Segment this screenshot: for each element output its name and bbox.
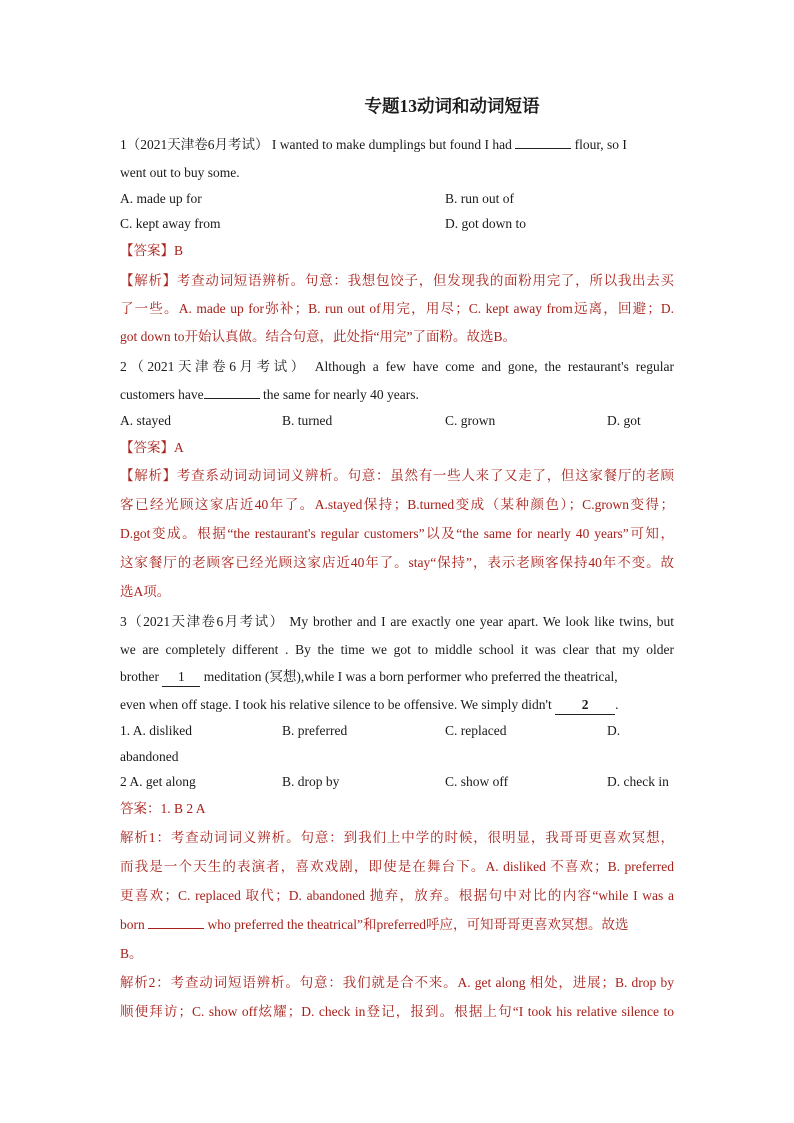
- q3-1-option-b: B. preferred: [282, 723, 348, 738]
- q3-explanation1-line4: born who preferred the theatrical”和preferred呼应，可知哥哥更喜欢冥想。故选: [120, 917, 629, 932]
- q2-blank: [204, 386, 260, 399]
- q3-explanation1-line2: 而我是一个天生的表演者，喜欢戏剧，即使是在舞台下。A. disliked 不喜欢；B. preferred: [120, 859, 674, 874]
- q2-answer: 【答案】A: [120, 440, 184, 455]
- q2-explanation-line3: D.got变成。根据“the restaurant's regular customers”以及“the same for nearly 40 years”可知，: [120, 526, 674, 541]
- q3-explanation-blank: [148, 916, 204, 929]
- q1-option-d: D. got down to: [445, 216, 526, 231]
- q3-1-option-c: C. replaced: [445, 723, 507, 738]
- q3-answer: 答案：1. B 2 A: [120, 801, 206, 816]
- q2-explanation-line4: 这家餐厅的老顾客已经光顾这家店近40年了。stay“保持”，表示老顾客保持40年不变。故: [120, 555, 674, 570]
- q2-option-a: A. stayed: [120, 413, 171, 428]
- q3-1-option-d-text: abandoned: [120, 749, 179, 764]
- q3-explanation1-line1: 解析1：考查动词词义辨析。句意：到我们上中学的时候，很明显，我哥哥更喜欢冥想，: [120, 830, 674, 845]
- q2-explanation-line2: 客已经光顾这家店近40年了。A.stayed保持；B.turned变成（某种颜色）；C.grown变得；: [120, 497, 674, 512]
- q3-explanation1-line3: 更喜欢；C. replaced 取代；D. abandoned 抛弃，放弃。根据句中对比的内容“while I was a: [120, 888, 674, 903]
- q1-option-a: A. made up for: [120, 191, 202, 206]
- q1-explanation-line2: 了一些。A. made up for弥补；B. run out of用完，用尽；C. kept away from远离，回避；D.: [120, 301, 674, 316]
- q3-blank-2: 2: [555, 696, 615, 715]
- q3-passage-line1: 3（2021天津卷6月考试） My brother and I are exactly one year apart. We look like twins, but: [120, 614, 674, 629]
- q2-stem-line1: 2（2021天津卷6月考试） Although a few have come and gone, the restaurant's regular: [120, 359, 674, 374]
- q1-option-c: C. kept away from: [120, 216, 221, 231]
- q3-passage-line2: we are completely different . By the time we got to middle school it was clear that my older: [120, 642, 674, 657]
- q3-passage-line4: even when off stage. I took his relative silence to be offensive. We simply didn't 2 .: [120, 696, 674, 715]
- q1-option-b: B. run out of: [445, 191, 514, 206]
- q3-explanation2-line2: 顺便拜访；C. show off炫耀；D. check in登记，报到。根据上句“I took his relative silence to: [120, 1004, 674, 1019]
- q1-explanation-line1: 【解析】考查动词短语辨析。句意：我想包饺子，但发现我的面粉用完了，所以我出去买: [120, 273, 674, 288]
- q1-answer: 【答案】B: [120, 243, 184, 258]
- q3-passage-line3: brother 1 meditation (冥想),while I was a born performer who preferred the theatrical,: [120, 668, 674, 687]
- q2-option-c: C. grown: [445, 413, 496, 428]
- q2-option-b: B. turned: [282, 413, 333, 428]
- q2-explanation-line5: 选A项。: [120, 584, 171, 599]
- q1-blank: [515, 136, 571, 149]
- q3-2-option-a: 2 A. get along: [120, 774, 196, 789]
- page-title: 专题13动词和动词短语: [364, 96, 540, 116]
- q3-1-option-d: D.: [607, 723, 621, 738]
- q1-stem-line1: 1（2021天津卷6月考试） I wanted to make dumplings but found I had flour, so I: [120, 137, 627, 152]
- q2-option-d: D. got: [607, 413, 641, 428]
- q1-explanation-line3: got down to开始认真做。结合句意，此处指“用完”了面粉。故选B。: [120, 329, 516, 344]
- q3-explanation2-line1: 解析2：考查动词短语辨析。句意：我们就是合不来。A. get along 相处，进展；B. drop by: [120, 975, 674, 990]
- q3-1-option-a: 1. A. disliked: [120, 723, 193, 738]
- q1-stem-line2: went out to buy some.: [120, 165, 240, 180]
- q3-blank-1: 1: [162, 668, 200, 687]
- q3-2-option-c: C. show off: [445, 774, 509, 789]
- q3-explanation1-line5: B。: [120, 946, 143, 961]
- q2-explanation-line1: 【解析】考查系动词动词词义辨析。句意：虽然有一些人来了又走了，但这家餐厅的老顾: [120, 468, 674, 483]
- q2-stem-line2: customers have the same for nearly 40 years.: [120, 387, 419, 402]
- q3-2-option-b: B. drop by: [282, 774, 340, 789]
- q3-2-option-d: D. check in: [607, 774, 669, 789]
